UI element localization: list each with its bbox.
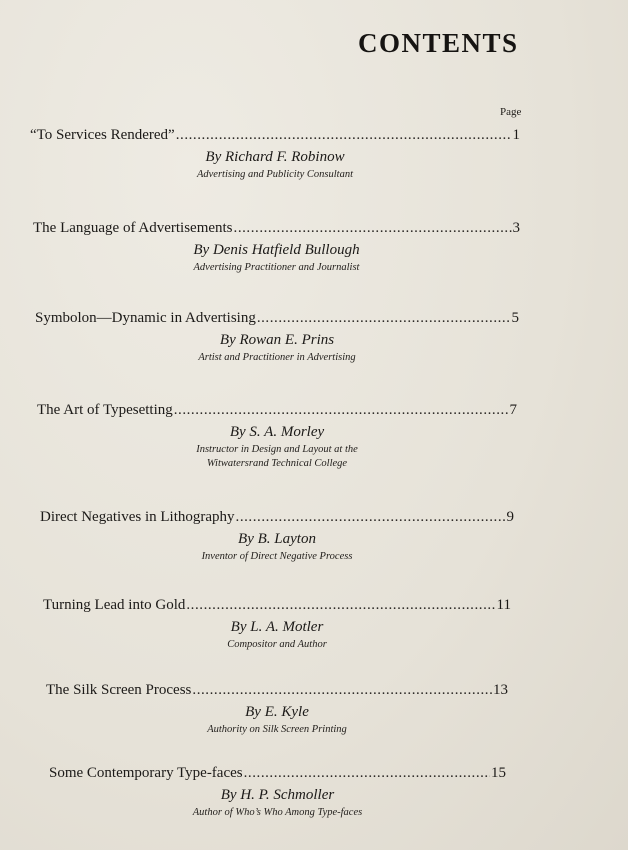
entry-author: By E. Kyle [245,704,309,720]
toc-entry [33,219,520,275]
entry-role: Advertising Practitioner and Journalist [193,262,360,273]
toc-line[interactable] [40,508,514,526]
entry-role: Author of Who’s Who Among Type-faces [192,807,363,818]
dot-leader [192,681,492,699]
toc-entry [30,126,520,182]
entry-title: Direct Negatives in Lithography [40,509,235,525]
entry-role: Advertising and Publicity Consultant [196,169,354,180]
entry-title: The Silk Screen Process [46,682,192,698]
toc-entry [43,596,511,652]
entry-author: By Rowan E. Prins [219,332,335,348]
entry-title: “To Services Rendered” [30,127,175,143]
toc-line[interactable] [30,126,520,144]
entry-role: Artist and Practitioner in Advertising [198,352,356,363]
entry-title: The Art of Typesetting [37,402,173,418]
entry-author: By L. A. Motler [230,619,324,635]
entry-page: 11 [496,597,511,613]
entry-role: Authority on Silk Screen Printing [207,724,347,735]
entry-title: Some Contemporary Type-faces [49,765,243,781]
toc-line[interactable] [33,219,520,237]
entry-role: Instructor in Design and Layout at the [196,444,358,455]
entry-title: The Language of Advertisements [33,220,233,236]
toc-entry [40,508,514,564]
toc-line[interactable] [43,596,511,614]
entry-page: 15 [491,765,506,781]
entry-role: Witwatersrand Technical College [206,458,348,469]
entry-author: By Denis Hatfield Bullough [193,242,360,258]
toc-entry [37,401,517,471]
dot-leader [244,764,490,782]
dot-leader [257,309,511,327]
entry-page: 13 [493,682,508,698]
entry-page: 5 [511,310,519,326]
toc-line[interactable] [46,681,508,699]
dot-leader [234,219,512,237]
entry-author: By S. A. Morley [229,424,325,440]
toc-entry [46,681,508,737]
toc-line[interactable] [49,764,506,782]
entry-author: By B. Layton [238,531,316,547]
entry-title: Turning Lead into Gold [43,597,186,613]
toc-line[interactable] [37,401,517,419]
entry-role: Inventor of Direct Negative Process [201,551,353,562]
entry-page: 7 [509,402,517,418]
entry-page: 3 [512,220,520,236]
entry-page: 1 [512,127,520,143]
toc-entry [49,764,506,820]
contents-title: CONTENTS [358,28,519,58]
toc-line[interactable] [35,309,519,327]
entry-role: Compositor and Author [227,639,327,650]
entry-title: Symbolon—Dynamic in Advertising [35,310,256,326]
dot-leader [236,508,506,526]
page-column-label: Page [500,106,522,118]
dot-leader [174,401,509,419]
toc-entry [35,309,519,365]
dot-leader [176,126,512,144]
entry-author: By Richard F. Robinow [205,149,345,165]
entry-page: 9 [506,509,514,525]
dot-leader [186,596,495,614]
entry-author: By H. P. Schmoller [220,787,335,803]
